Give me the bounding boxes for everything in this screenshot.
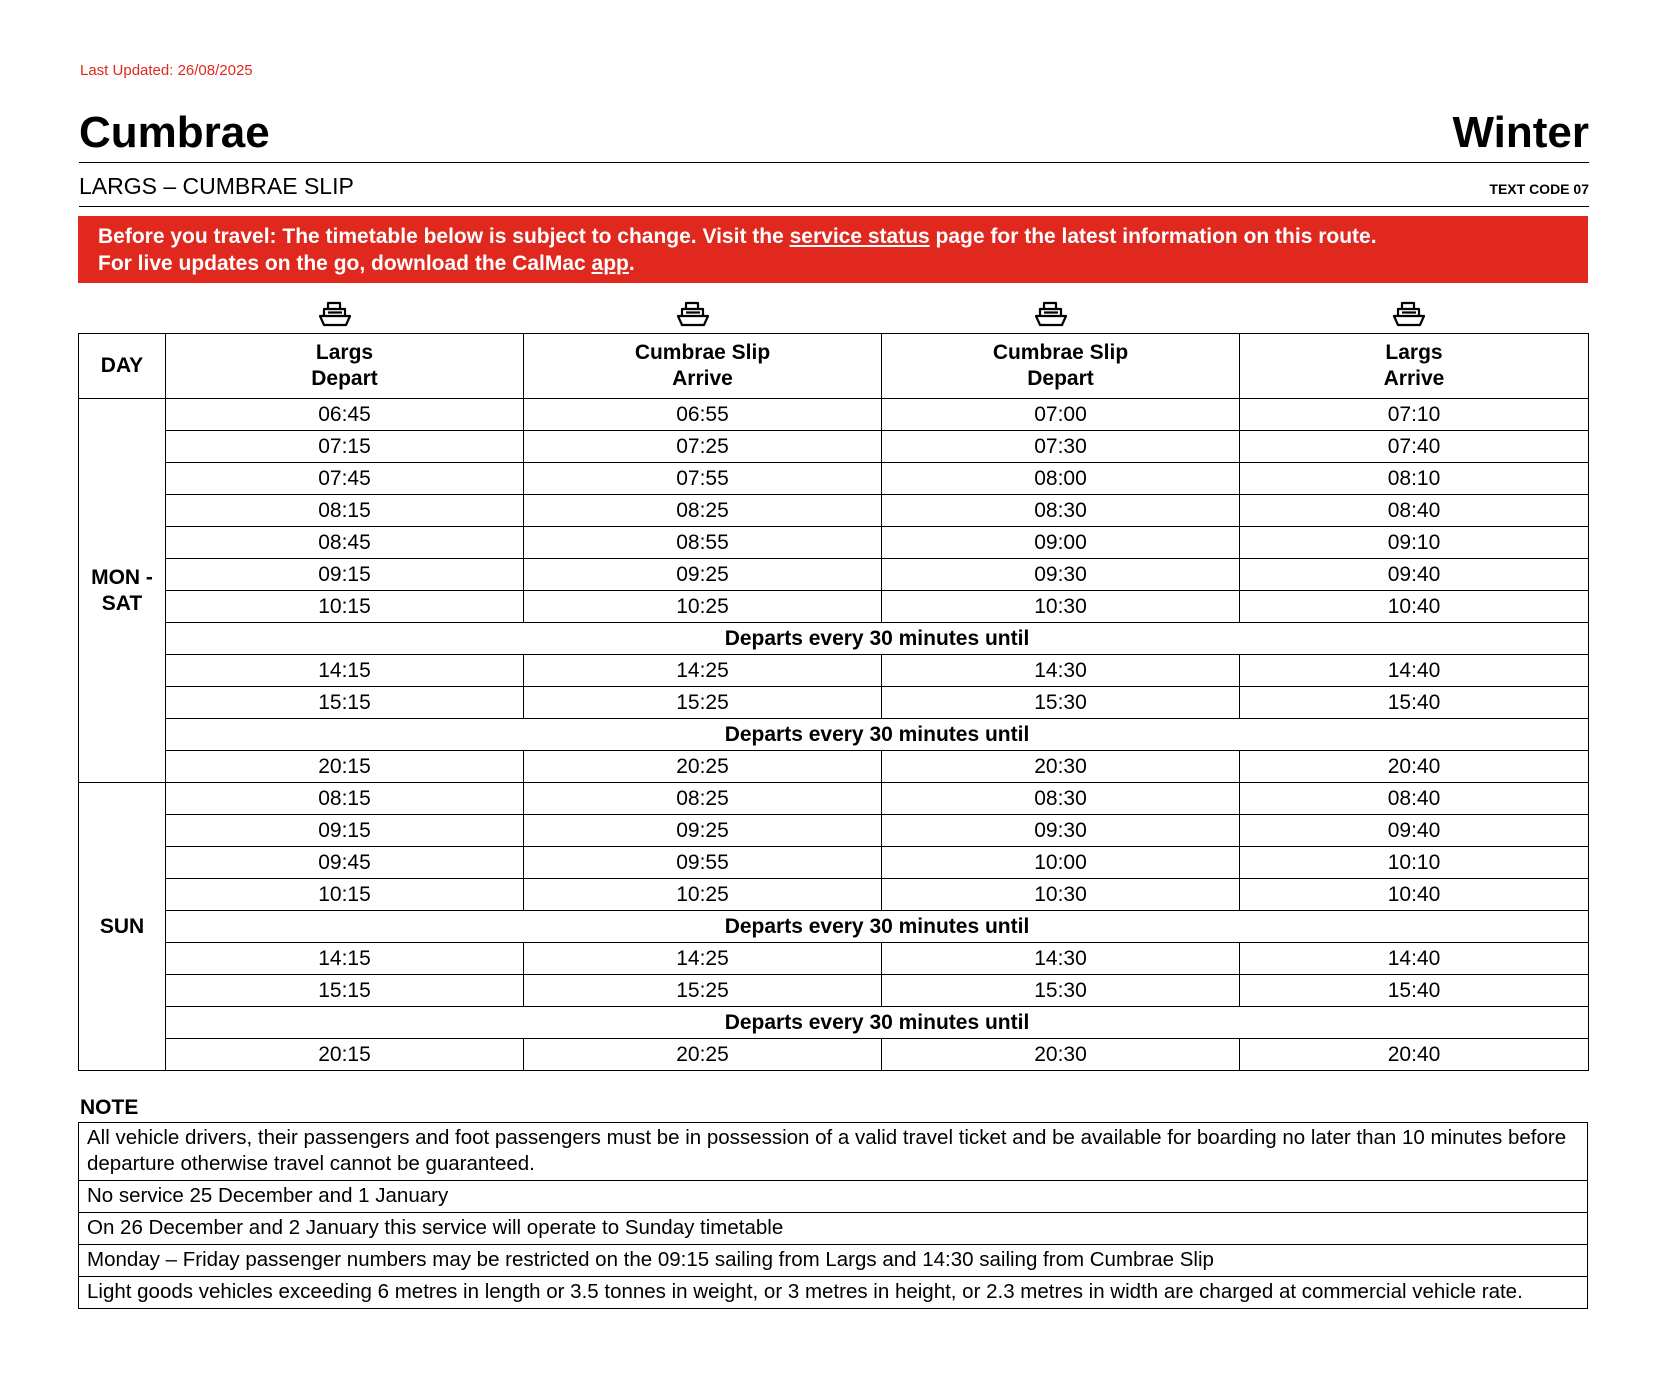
notes-body <box>79 1123 1588 1309</box>
column-header-line: Cumbrae Slip <box>992 341 1129 364</box>
table-row <box>79 655 1589 687</box>
time-cell: 09:15 <box>166 559 524 591</box>
table-row <box>79 527 1589 559</box>
frequency-note: Departs every 30 minutes until <box>166 719 1589 751</box>
time-cell: 08:00 <box>882 463 1240 495</box>
note-row <box>79 1123 1588 1181</box>
table-row <box>79 687 1589 719</box>
time-cell: 10:40 <box>1240 879 1589 911</box>
time-cell: 08:10 <box>1240 463 1589 495</box>
route-row <box>79 164 1589 207</box>
time-cell: 09:10 <box>1240 527 1589 559</box>
time-cell: 15:25 <box>524 687 882 719</box>
time-cell: 08:45 <box>166 527 524 559</box>
time-cell: 20:40 <box>1240 751 1589 783</box>
time-cell: 07:30 <box>882 431 1240 463</box>
time-cell: 06:55 <box>524 399 882 431</box>
time-cell: 14:40 <box>1240 943 1589 975</box>
time-cell: 15:40 <box>1240 975 1589 1007</box>
table-row <box>79 399 1589 431</box>
banner-text: page for the latest information on this route. <box>929 225 1377 248</box>
time-cell: 14:15 <box>166 943 524 975</box>
time-cell: 14:40 <box>1240 655 1589 687</box>
column-header-largs-arrive <box>1240 334 1589 399</box>
time-cell: 20:15 <box>166 1039 524 1071</box>
table-row <box>79 591 1589 623</box>
column-header-line: Largs <box>1385 341 1443 364</box>
table-row <box>79 495 1589 527</box>
time-cell: 20:40 <box>1240 1039 1589 1071</box>
column-header-day: DAY <box>79 334 166 399</box>
time-cell: 07:55 <box>524 463 882 495</box>
frequency-row <box>79 623 1589 655</box>
time-cell: 14:30 <box>882 943 1240 975</box>
time-cell: 07:25 <box>524 431 882 463</box>
note-row <box>79 1181 1588 1213</box>
time-cell: 10:25 <box>524 879 882 911</box>
ferry-icon <box>675 298 725 332</box>
time-cell: 07:00 <box>882 399 1240 431</box>
table-row <box>79 431 1589 463</box>
table-row <box>79 559 1589 591</box>
time-cell: 15:15 <box>166 687 524 719</box>
time-cell: 09:45 <box>166 847 524 879</box>
notes-table <box>78 1122 1588 1309</box>
note-row <box>79 1277 1588 1309</box>
column-header-line: Cumbrae Slip <box>634 341 771 364</box>
column-header-line: Largs <box>315 341 374 364</box>
time-cell: 20:15 <box>166 751 524 783</box>
ferry-icon <box>317 298 367 332</box>
banner-line-2 <box>98 250 1568 277</box>
time-cell: 15:25 <box>524 975 882 1007</box>
table-row <box>79 879 1589 911</box>
table-row <box>79 1039 1589 1071</box>
time-cell: 10:30 <box>882 879 1240 911</box>
day-label: SUN <box>99 914 145 938</box>
time-cell: 14:15 <box>166 655 524 687</box>
frequency-row <box>79 911 1589 943</box>
note-text: No service 25 December and 1 January <box>79 1181 1588 1213</box>
time-cell: 08:55 <box>524 527 882 559</box>
time-cell: 20:25 <box>524 751 882 783</box>
table-row <box>79 751 1589 783</box>
column-header-cumbrae-depart <box>882 334 1240 399</box>
time-cell: 10:15 <box>166 591 524 623</box>
day-cell <box>79 783 166 1071</box>
time-cell: 20:30 <box>882 1039 1240 1071</box>
time-cell: 15:30 <box>882 975 1240 1007</box>
timetable <box>78 333 1589 1071</box>
time-cell: 09:40 <box>1240 815 1589 847</box>
title-row <box>79 104 1589 163</box>
time-cell: 09:30 <box>882 815 1240 847</box>
time-cell: 09:25 <box>524 815 882 847</box>
time-cell: 09:00 <box>882 527 1240 559</box>
time-cell: 15:40 <box>1240 687 1589 719</box>
travel-notice-banner <box>78 216 1588 283</box>
note-row <box>79 1245 1588 1277</box>
text-code: TEXT CODE 07 <box>1489 181 1589 197</box>
day-label: SAT <box>101 591 143 615</box>
page-title: Cumbrae <box>79 108 270 157</box>
app-link[interactable]: app <box>591 252 629 275</box>
time-cell: 10:25 <box>524 591 882 623</box>
frequency-row <box>79 719 1589 751</box>
time-cell: 06:45 <box>166 399 524 431</box>
note-text: On 26 December and 2 January this service will operate to Sunday timetable <box>79 1213 1588 1245</box>
season-label: Winter <box>1452 108 1589 157</box>
time-cell: 20:25 <box>524 1039 882 1071</box>
time-cell: 10:15 <box>166 879 524 911</box>
time-cell: 09:25 <box>524 559 882 591</box>
table-row <box>79 815 1589 847</box>
time-cell: 10:30 <box>882 591 1240 623</box>
time-cell: 20:30 <box>882 751 1240 783</box>
time-cell: 08:30 <box>882 495 1240 527</box>
column-header-largs-depart <box>166 334 524 399</box>
time-cell: 10:40 <box>1240 591 1589 623</box>
time-cell: 08:15 <box>166 783 524 815</box>
ferry-icon <box>1033 298 1083 332</box>
time-cell: 08:40 <box>1240 783 1589 815</box>
ferry-icon <box>1391 298 1441 332</box>
time-cell: 14:25 <box>524 943 882 975</box>
column-header-cumbrae-arrive <box>524 334 882 399</box>
note-row <box>79 1213 1588 1245</box>
time-cell: 07:40 <box>1240 431 1589 463</box>
table-row <box>79 943 1589 975</box>
note-text: Monday – Friday passenger numbers may be restricted on the 09:15 sailing from Largs and 14:30 sailing from Cumbrae Slip <box>79 1245 1588 1277</box>
timetable-body <box>79 399 1589 1071</box>
timetable-header-row <box>79 334 1589 399</box>
frequency-row <box>79 1007 1589 1039</box>
time-cell: 08:25 <box>524 495 882 527</box>
day-label: MON - <box>91 565 153 589</box>
time-cell: 09:15 <box>166 815 524 847</box>
time-cell: 08:25 <box>524 783 882 815</box>
time-cell: 10:00 <box>882 847 1240 879</box>
table-row <box>79 975 1589 1007</box>
frequency-note: Departs every 30 minutes until <box>166 623 1589 655</box>
frequency-note: Departs every 30 minutes until <box>166 1007 1589 1039</box>
banner-line-1 <box>98 223 1568 250</box>
time-cell: 07:45 <box>166 463 524 495</box>
time-cell: 09:40 <box>1240 559 1589 591</box>
last-updated: Last Updated: 26/08/2025 <box>80 62 253 79</box>
time-cell: 08:15 <box>166 495 524 527</box>
banner-text: Before you travel: The timetable below is subject to change. Visit the <box>98 225 790 248</box>
column-header-line: Depart <box>311 367 378 390</box>
time-cell: 10:10 <box>1240 847 1589 879</box>
time-cell: 14:25 <box>524 655 882 687</box>
frequency-note: Departs every 30 minutes until <box>166 911 1589 943</box>
time-cell: 09:30 <box>882 559 1240 591</box>
table-row <box>79 463 1589 495</box>
route-name: LARGS – CUMBRAE SLIP <box>79 173 354 199</box>
time-cell: 15:15 <box>166 975 524 1007</box>
time-cell: 15:30 <box>882 687 1240 719</box>
table-row <box>79 847 1589 879</box>
day-cell <box>79 399 166 783</box>
ferry-icon-row <box>165 298 1588 332</box>
time-cell: 08:40 <box>1240 495 1589 527</box>
time-cell: 07:15 <box>166 431 524 463</box>
table-row <box>79 783 1589 815</box>
column-header-line: Depart <box>1027 367 1094 390</box>
column-header-line: Arrive <box>672 367 733 390</box>
column-header-line: Arrive <box>1383 367 1445 390</box>
banner-text: For live updates on the go, download the CalMac <box>98 252 592 275</box>
note-text: Light goods vehicles exceeding 6 metres in length or 3.5 tonnes in weight, or 3 metres in height, or 2.3 metres in width are charged at commercial vehicle rate. <box>79 1277 1588 1309</box>
time-cell: 14:30 <box>882 655 1240 687</box>
time-cell: 08:30 <box>882 783 1240 815</box>
time-cell: 09:55 <box>524 847 882 879</box>
service-status-link[interactable]: service status <box>789 225 930 248</box>
time-cell: 07:10 <box>1240 399 1589 431</box>
note-label: NOTE <box>80 1096 139 1119</box>
banner-text: . <box>628 252 635 275</box>
note-text: All vehicle drivers, their passengers and foot passengers must be in possession of a valid travel ticket and be available for boarding no later than 10 minutes before departure otherwise travel cannot be guaranteed. <box>79 1123 1588 1181</box>
